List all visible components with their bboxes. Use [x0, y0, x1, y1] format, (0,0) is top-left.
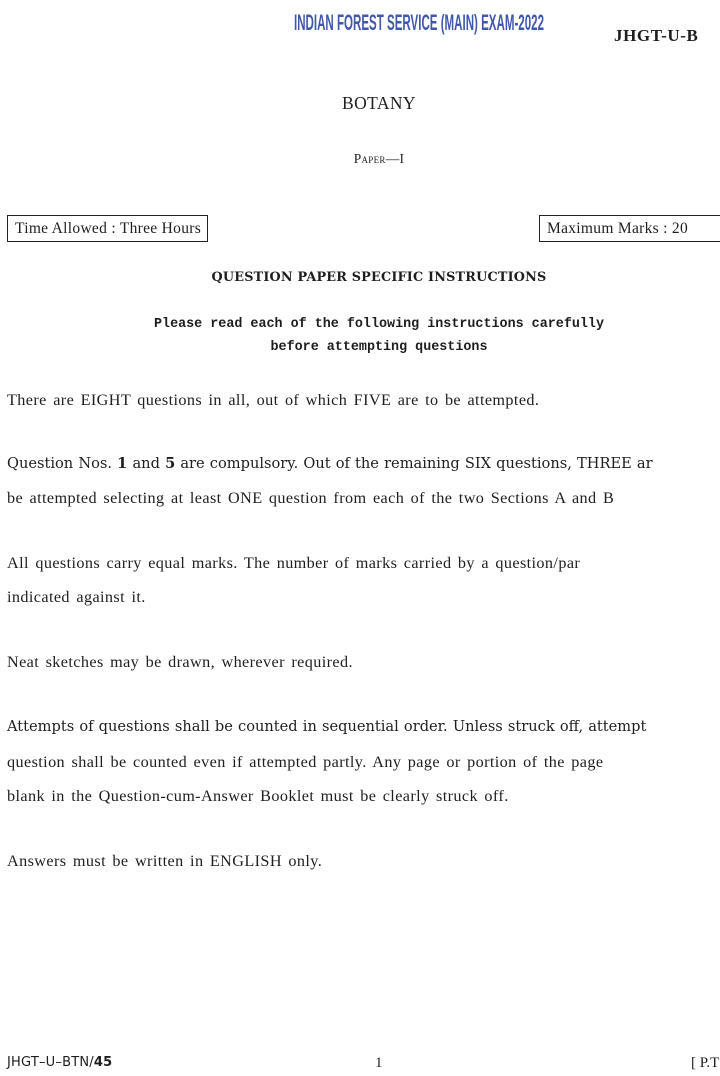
instruction-sequential-cont: question shall be counted even if attempted partly. Any page or portion of the page	[7, 753, 604, 771]
please-read-line-1: Please read each of the following instructions carefully	[154, 317, 604, 332]
instruction-sequential: Attempts of questions shall be counted in sequential order. Unless struck off, attempt	[7, 718, 647, 735]
footer-paper-code	[7, 1055, 112, 1070]
instruction-equal-marks-cont: indicated against it.	[7, 588, 146, 606]
exam-stamp	[294, 2, 546, 38]
instruction-compulsory	[7, 455, 653, 472]
paper-number: Paper—I	[353, 151, 405, 166]
instruction-sections: be attempted selecting at least ONE question from each of the two Sections A and B	[7, 489, 615, 507]
paper-code: JHGT-U-B	[614, 26, 699, 45]
please-read-line-2: before attempting questions	[270, 340, 488, 355]
footer-code-suffix: 45	[93, 1055, 113, 1070]
instruction-strike-off: blank in the Question-cum-Answer Booklet must be clearly struck off.	[7, 787, 509, 805]
compulsory-q1: 1	[117, 455, 128, 472]
compulsory-text-c: and	[127, 455, 166, 472]
subject-title: BOTANY	[342, 93, 416, 113]
please-turn-over: [ P.T	[691, 1055, 720, 1071]
instruction-equal-marks: All questions carry equal marks. The number of marks carried by a question/par	[7, 554, 581, 572]
instructions-heading: QUESTION PAPER SPECIFIC INSTRUCTIONS	[211, 270, 547, 285]
compulsory-q5: 5	[165, 455, 176, 472]
instruction-question-count: There are EIGHT questions in all, out of which FIVE are to be attempted.	[7, 391, 540, 409]
footer-code-prefix: JHGT–U–BTN/	[7, 1055, 94, 1070]
compulsory-text-e: are compulsory. Out of the remaining SIX questions, THREE ar	[175, 455, 653, 472]
maximum-marks-box: Maximum Marks : 20	[539, 215, 720, 242]
time-allowed-box: Time Allowed : Three Hours	[7, 215, 208, 242]
instruction-language: Answers must be written in ENGLISH only.	[7, 852, 323, 870]
compulsory-text-a: Question Nos.	[7, 455, 118, 472]
page-number: 1	[375, 1055, 383, 1071]
instruction-sketches: Neat sketches may be drawn, wherever required.	[7, 653, 353, 671]
stamp-text: INDIAN FOREST SERVICE (MAIN) EXAM-2022	[294, 10, 544, 35]
